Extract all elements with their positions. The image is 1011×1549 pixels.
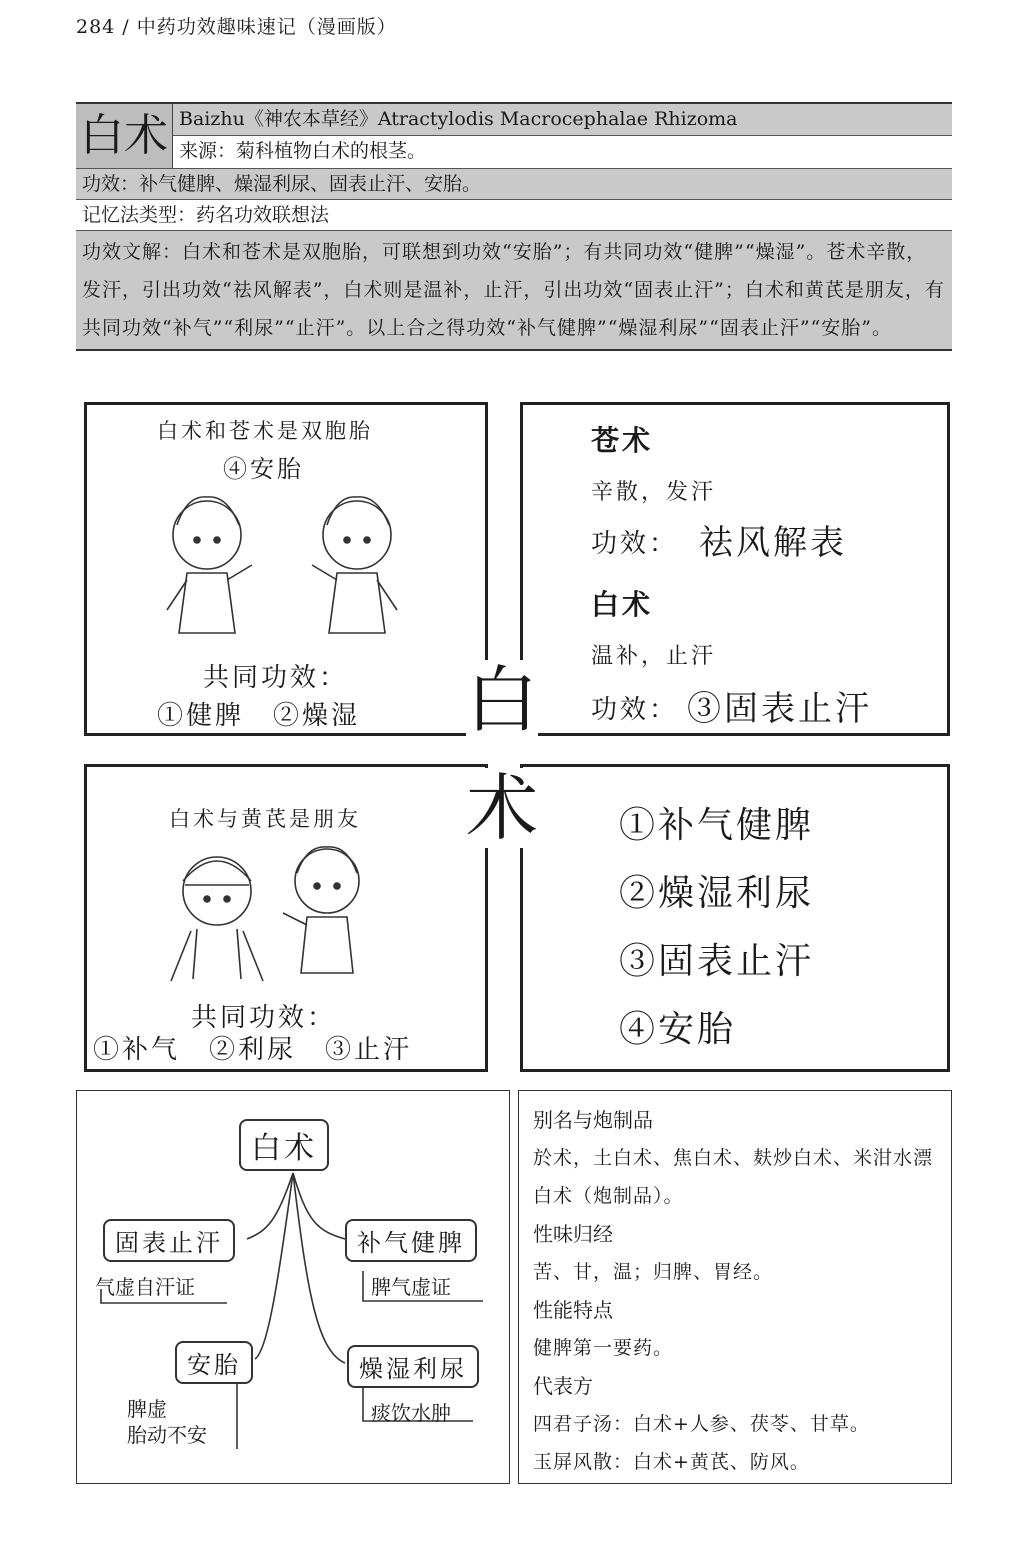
cangzhu-eff: 祛风解表 — [699, 523, 847, 563]
center-char-bai: 白 — [466, 658, 539, 742]
summary-item-4: ④安胎 — [619, 1009, 737, 1050]
feature-body: 健脾第一要药。 — [533, 1337, 674, 1359]
notes-box — [518, 1090, 952, 1484]
info-head-row — [76, 104, 952, 169]
summary-item-1: ①补气健脾 — [619, 805, 815, 846]
mindmap-node-zaoshi: 燥湿利尿 — [347, 1345, 479, 1388]
twins-common-label: 共同功效： — [203, 663, 349, 693]
comic-panel-compare — [520, 402, 950, 736]
center-char-zhu: 术 — [466, 766, 539, 850]
feature-heading: 性能特点 — [533, 1298, 613, 1322]
formula-1: 四君子汤：白术+人参、茯苓、甘草。 — [533, 1413, 870, 1435]
formula-2: 玉屏风散：白术+黄芪、防风。 — [533, 1451, 810, 1473]
cangzhu-desc: 辛散，发汗 — [591, 480, 717, 505]
mindmap-leaf-taidong: 胎动不安 — [127, 1423, 207, 1447]
baizhu-name: 白术 — [591, 588, 654, 621]
friends-common-label: 共同功效： — [191, 1003, 337, 1033]
efficacy-line: 功效：补气健脾、燥湿利尿、固表止汗、安胎。 — [76, 169, 952, 200]
mindmap-node-antai: 安胎 — [175, 1341, 253, 1384]
comic-panel-friends — [84, 764, 488, 1072]
cangzhu-eff-label: 功效： — [591, 529, 679, 559]
info-table — [76, 102, 952, 351]
friends-common-items: ①补气 ②利尿 ③止汗 — [93, 1035, 413, 1065]
baizhu-desc: 温补，止汗 — [591, 644, 717, 669]
cangzhu-name: 苍术 — [591, 424, 654, 457]
info-head-right — [173, 104, 952, 168]
latin-line: Baizhu《神农本草经》Atractylodis Macrocephalae Rhizoma — [173, 104, 952, 136]
drug-name: 白术 — [76, 104, 173, 168]
comic-panel-summary — [520, 764, 950, 1072]
mindmap-node-gubiao: 固表止汗 — [103, 1219, 235, 1262]
twins-caption: 白术和苍术是双胞胎 — [157, 419, 373, 443]
alias-body: 於术，土白术、焦白术、麸炒白术、米泔水漂白术（炮制品）。 — [533, 1147, 934, 1207]
baizhu-eff: ③固表止汗 — [687, 689, 872, 729]
comic-panel-twins — [84, 402, 488, 736]
mindmap-leaf-qixu: 气虚自汗证 — [95, 1275, 195, 1299]
running-header: 284 / 中药功效趣味速记（漫画版） — [76, 16, 397, 38]
mindmap-leaf-pixu: 脾虚 — [127, 1397, 167, 1421]
explanation-paragraph: 功效文解：白术和苍术是双胞胎，可联想到功效“安胎”；有共同功效“健脾”“燥湿”。苍术辛散，发汗，引出功效“祛风解表”，白术则是温补，止汗，引出功效“固表止汗”；白术和黄芪是朋友，有共同功效“补气”“利尿”“止汗”。以上合之得功效“补气健脾”“燥湿利尿”“固表止汗”“安胎”。 — [76, 231, 952, 349]
formula-heading: 代表方 — [533, 1374, 593, 1398]
summary-item-2: ②燥湿利尿 — [619, 873, 815, 914]
memory-type-line: 记忆法类型：药名功效联想法 — [76, 200, 952, 231]
friends-illustration — [157, 841, 397, 991]
twins-common-items: ①健脾 ②燥湿 — [157, 701, 361, 731]
friends-caption: 白术与黄芪是朋友 — [169, 807, 361, 831]
nature-body: 苦、甘，温；归脾、胃经。 — [533, 1261, 774, 1283]
source-line: 来源：菊科植物白术的根茎。 — [179, 140, 427, 162]
twins-illustration — [147, 485, 427, 655]
twins-sub: ④安胎 — [223, 455, 304, 483]
mindmap-root: 白术 — [239, 1119, 329, 1171]
mindmap-box — [76, 1090, 510, 1484]
mindmap-leaf-piqi: 脾气虚证 — [371, 1275, 451, 1299]
mindmap-leaf-tanyin: 痰饮水肿 — [371, 1401, 451, 1425]
nature-heading: 性味归经 — [533, 1222, 613, 1246]
mindmap-node-buqi: 补气健脾 — [345, 1219, 477, 1262]
baizhu-eff-label: 功效： — [591, 695, 679, 725]
alias-heading: 别名与炮制品 — [533, 1108, 653, 1132]
summary-item-3: ③固表止汗 — [619, 941, 815, 982]
